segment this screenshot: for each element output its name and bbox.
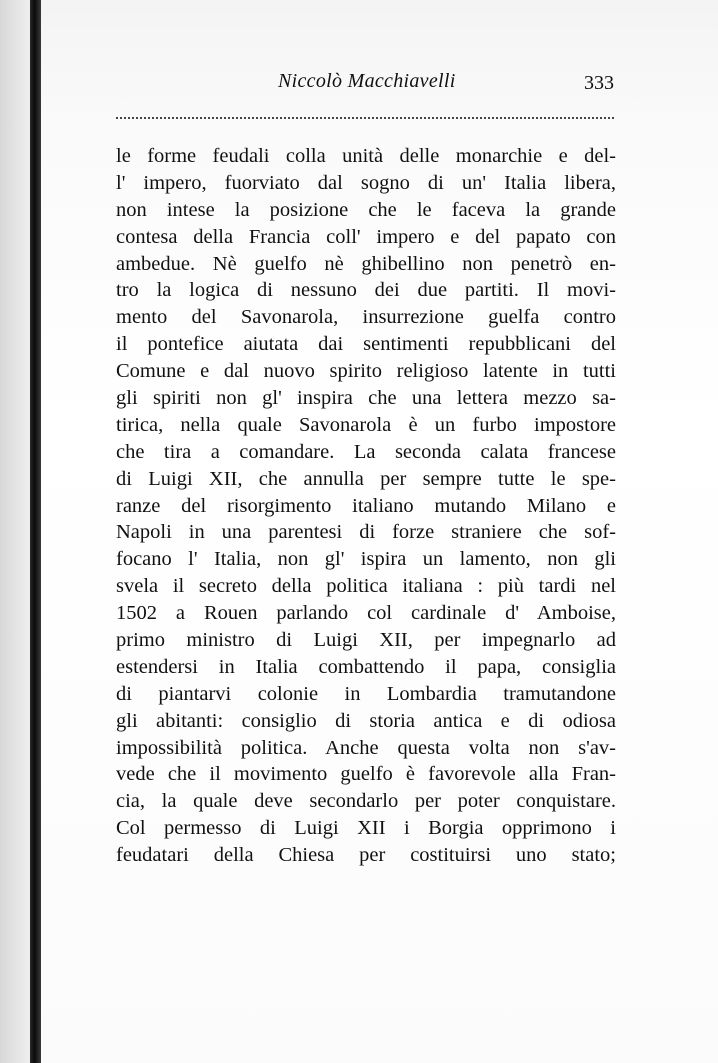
text-line: Napoli in una parentesi di forze straniere che sof- <box>116 521 616 544</box>
text-line: ambedue. Nè guelfo nè ghibellino non penetrò en- <box>116 252 616 275</box>
text-line: non intese la posizione che le faceva la grande <box>116 198 616 221</box>
text-line: tirica, nella quale Savonarola è un furbo impostore <box>116 413 616 436</box>
text-line: contesa della Francia coll' impero e del papato con <box>116 225 616 248</box>
text-line: che tira a comandare. La seconda calata francese <box>116 440 616 463</box>
running-title: Niccolò Macchiavelli <box>278 70 456 92</box>
text-line: focano l' Italia, non gl' ispira un lamento, non gli <box>116 548 616 571</box>
header-dotted-rule <box>116 117 614 119</box>
text-line: vede che il movimento guelfo è favorevole alla Fran- <box>116 763 616 786</box>
text-line: ranze del risorgimento italiano mutando Milano e <box>116 494 616 517</box>
text-line: gli spiriti non gl' inspira che una lettera mezzo sa- <box>116 387 616 410</box>
text-line: estendersi in Italia combattendo il papa, consiglia <box>116 655 616 678</box>
text-line: il pontefice aiutata dai sentimenti repubblicani del <box>116 333 616 356</box>
page-number: 333 <box>584 72 614 94</box>
text-line: Comune e dal nuovo spirito religioso latente in tutti <box>116 360 616 383</box>
text-line: mento del Savonarola, insurrezione guelfa contro <box>116 306 616 329</box>
page-gutter-shadow <box>0 0 30 1063</box>
text-line: feudatari della Chiesa per costituirsi uno stato; <box>116 844 616 867</box>
text-line: l' impero, fuorviato dal sogno di un' Italia libera, <box>116 171 616 194</box>
text-line: 1502 a Rouen parlando col cardinale d' Amboise, <box>116 602 616 625</box>
text-line: le forme feudali colla unità delle monarchie e del- <box>116 145 616 167</box>
page-header <box>116 70 616 106</box>
text-line: tro la logica di nessuno dei due partiti. Il movi- <box>116 279 616 302</box>
text-line: gli abitanti: consiglio di storia antica e di odiosa <box>116 709 616 732</box>
text-line: impossibilità politica. Anche questa volta non s'av- <box>116 736 616 759</box>
text-line: di Luigi XII, che annulla per sempre tutte le spe- <box>116 467 616 490</box>
text-line: di piantarvi colonie in Lombardia tramutandone <box>116 682 616 705</box>
text-line: svela il secreto della politica italiana : più tardi nel <box>116 575 616 598</box>
book-binding-edge <box>30 0 41 1063</box>
text-line: primo ministro di Luigi XII, per impegnarlo ad <box>116 629 616 652</box>
body-text <box>116 143 616 869</box>
text-line: cia, la quale deve secondarlo per poter conquistare. <box>116 790 616 813</box>
text-line: Col permesso di Luigi XII i Borgia opprimono i <box>116 817 616 840</box>
